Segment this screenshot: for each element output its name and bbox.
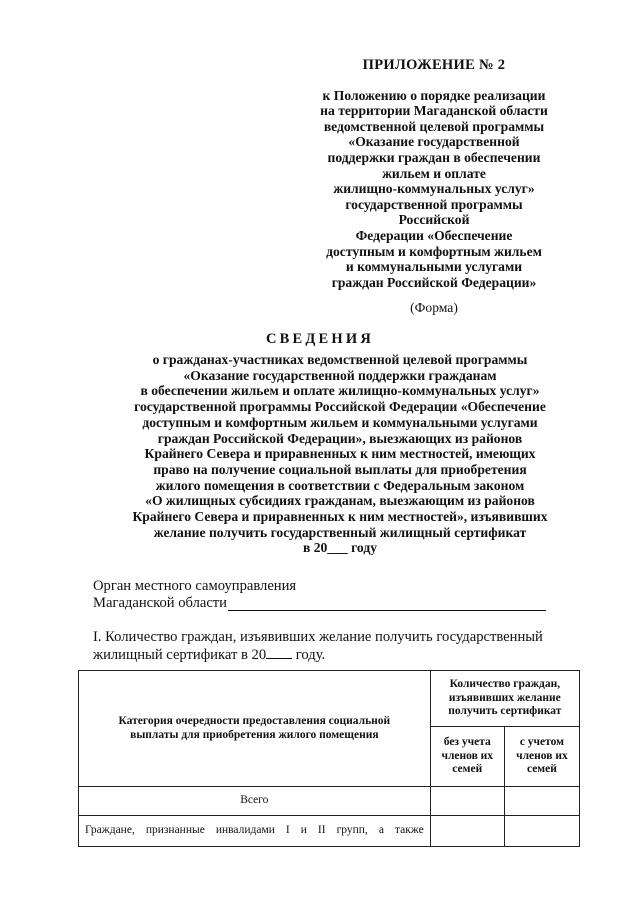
appendix-line: поддержки граждан в обеспечении (327, 149, 541, 165)
appendix-line: на территории Магаданской области (320, 103, 548, 119)
sub-header-without-family (430, 727, 504, 787)
value-cell[interactable] (504, 816, 579, 847)
appendix-line: доступным и комфортным жильем (326, 243, 542, 259)
organ-line: Орган местного самоуправления (93, 578, 297, 594)
appendix-line: к Положению о порядке реализации (322, 87, 546, 103)
organ-block (93, 578, 546, 611)
appendix-line: государственной программы (345, 196, 523, 212)
category-header: Категория очередности предоставления социальной выплаты для приобретения жилого помещения (118, 715, 391, 741)
form-label: (Форма) (410, 300, 458, 315)
count-header-cell (430, 671, 579, 727)
appendix-line: жилищно-коммунальных услуг» (333, 181, 535, 197)
table-row (79, 787, 580, 816)
section-year-suffix: году. (292, 647, 326, 663)
data-table (78, 670, 580, 847)
document-subtitle (40, 352, 640, 556)
subtitle-line: в 20___ году (302, 540, 378, 556)
subtitle-line: граждан Российской Федерации», выезжающих из районов (157, 430, 523, 446)
subtitle-line: «О жилищных субсидиях гражданам, выезжающим из районов (145, 493, 535, 509)
subtitle-line: право на получение социальной выплаты для приобретения (153, 461, 527, 477)
year-fill-blank[interactable] (266, 646, 292, 659)
document-heading: СВЕДЕНИЯ (265, 331, 375, 347)
sub-header-text: без учета членов их семей (441, 736, 494, 776)
subtitle-line: «Оказание государственной поддержки гражданам (183, 367, 497, 383)
appendix-line: «Оказание государственной (348, 134, 520, 150)
table-row (79, 816, 580, 847)
appendix-line: Федерации «Обеспечение (355, 227, 513, 243)
section-year-prefix: жилищный сертификат в 20 (93, 647, 267, 663)
organ-line-with-blank (93, 595, 546, 612)
subtitle-line: о гражданах-участниках ведомственной целевой программы (152, 352, 528, 367)
subtitle-line: государственной программы Российской Федерации «Обеспечение (134, 399, 546, 415)
appendix-title: ПРИЛОЖЕНИЕ № 2 (362, 57, 506, 73)
appendix-line: жильем и оплате (382, 165, 486, 181)
value-cell[interactable] (430, 816, 504, 847)
section-line: I. Количество граждан, изъявивших желание получить государственный (93, 629, 543, 645)
sub-header-text: с учетом членов их семей (516, 736, 568, 776)
value-cell[interactable] (504, 787, 579, 816)
subtitle-line: Крайнего Севера и приравненных к ним местностей, имеющих (144, 446, 536, 462)
appendix-line: и коммунальными услугами (345, 259, 523, 275)
subtitle-line: жилого помещения в соответствии с Федеральным законом (155, 477, 525, 493)
category-header-cell (79, 671, 431, 787)
sub-header-with-family (504, 727, 579, 787)
count-header: Количество граждан, изъявивших желание получить сертификат (448, 678, 562, 718)
organ-region-label: Магаданской области (93, 594, 227, 611)
section-one (93, 629, 573, 664)
appendix-block (300, 58, 568, 290)
appendix-line: Российской (398, 212, 470, 228)
row-label: Граждане, признанные инвалидами I и II групп, а также (79, 816, 431, 847)
value-cell[interactable] (430, 787, 504, 816)
subtitle-line: доступным и комфортным жильем и коммунальными услугами (142, 414, 538, 430)
appendix-line: ведомственной целевой программы (323, 118, 545, 134)
subtitle-line: желание получить государственный жилищный сертификат (153, 524, 527, 540)
subtitle-line: Крайнего Севера и приравненных к ним местностей», изъявивших (132, 509, 548, 525)
row-label: Всего (79, 787, 431, 816)
appendix-line: граждан Российской Федерации» (331, 274, 537, 290)
organ-fill-blank[interactable] (228, 597, 546, 611)
section-line-with-blank (93, 646, 573, 664)
subtitle-line: в обеспечении жильем и оплате жилищно-коммунальных услуг» (140, 383, 540, 399)
